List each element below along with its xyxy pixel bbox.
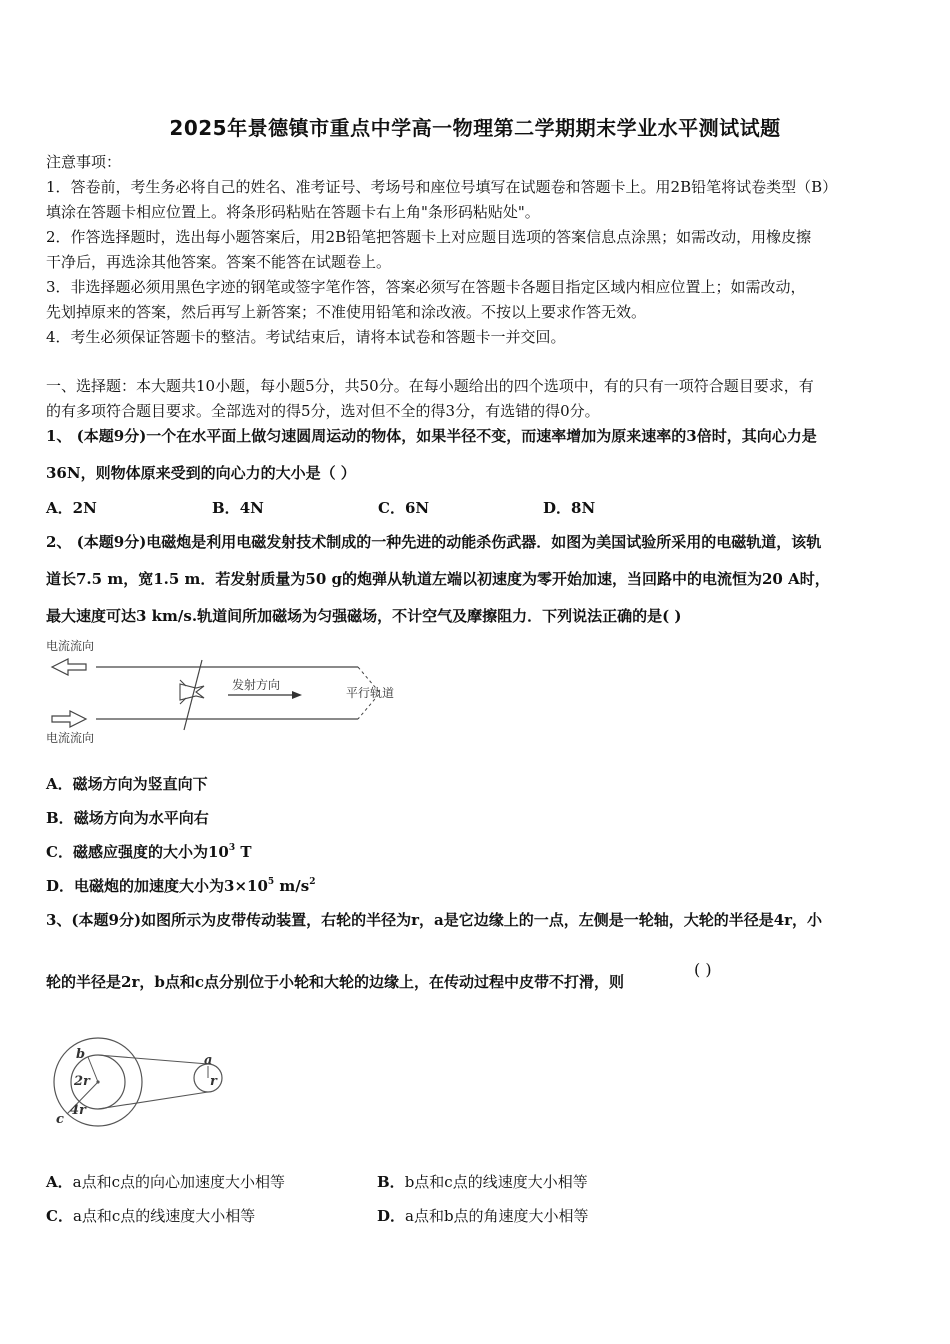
notice-line: 2．作答选择题时，选出每小题答案后，用2B铅笔把答题卡上对应题目选项的答案信息点涂黑；如需改动，用橡皮擦 xyxy=(46,228,812,246)
q2-option-c: C．磁感应强度的大小为$10^3$ T xyxy=(46,843,252,861)
label-r: r xyxy=(210,1074,217,1089)
q2-option-d: D．电磁炮的加速度大小为$3\times 10^5$ $m/s^2$ xyxy=(46,877,316,895)
question-1-text: 1、 (本题9分)一个在水平面上做匀速圆周运动的物体，如果半径不变，而速率增加为原来速率的3倍时，其向心力是 xyxy=(46,427,817,445)
question-2-text: 道长7.5 m，宽1.5 m．若发射质量为50 g的炮弹从轨道左端以初速度为零开始加速，当回路中的电流恒为20 A时， xyxy=(46,570,830,588)
section-intro: 一、选择题：本大题共10小题，每小题5分，共50分。在每小题给出的四个选项中，有的只有一项符合题目要求，有 xyxy=(46,377,814,395)
q2-option-a: A．磁场方向为竖直向下 xyxy=(46,775,208,793)
top-current-arrow xyxy=(52,659,86,675)
notice-line: 填涂在答题卡相应位置上。将条形码粘贴在答题卡右上角"条形码粘贴处"。 xyxy=(46,203,540,221)
question-2-text: 2、 (本题9分)电磁炮是利用电磁发射技术制成的一种先进的动能杀伤武器．如图为美国试验所采用的电磁轨道，该轨 xyxy=(46,533,822,551)
belt-drive-figure xyxy=(44,1028,244,1130)
top-current-label: 电流流向 xyxy=(46,639,95,653)
notice-line: 1．答卷前，考生务必将自己的姓名、准考证号、考场号和座位号填写在试题卷和答题卡上。用2B铅笔将试卷类型（B） xyxy=(46,178,838,196)
q2-option-b: B．磁场方向为水平向右 xyxy=(46,809,209,827)
label-4r: 4r xyxy=(70,1103,86,1118)
notice-heading: 注意事项： xyxy=(46,153,122,171)
notice-line: 干净后，再选涂其他答案。答案不能答在试题卷上。 xyxy=(46,253,392,271)
belt-upper xyxy=(98,1055,208,1064)
q1-option-b: B．4N xyxy=(212,499,264,517)
notice-line: 3．非选择题必须用黑色字迹的钢笔或签字笔作答，答案必须写在答题卡各题目指定区域内相应位置上；如需改动， xyxy=(46,278,806,296)
q3-option-a: A．a点和c点的向心加速度大小相等 xyxy=(46,1173,285,1191)
question-3-text: 轮的半径是2r，b点和c点分别位于小轮和大轮的边缘上，在传动过程中皮带不打滑，则 xyxy=(46,973,624,991)
q1-option-a: A．2N xyxy=(46,499,97,517)
question-3-text: 3、(本题9分)如图所示为皮带传动装置，右轮的半径为r，a是它边缘上的一点，左侧是一轮轴，大轮的半径是4r，小 xyxy=(46,911,823,929)
answer-bracket: ( ) xyxy=(694,960,712,979)
page-title: 2025年景德镇市重点中学高一物理第二学期期末学业水平测试试题 xyxy=(169,116,781,140)
q3-option-c: C．a点和c点的线速度大小相等 xyxy=(46,1207,256,1225)
bottom-current-label: 电流流向 xyxy=(46,731,95,745)
bottom-current-arrow xyxy=(52,711,86,727)
notice-line: 先划掉原来的答案，然后再写上新答案；不准使用铅笔和涂改液。不按以上要求作答无效。 xyxy=(46,303,647,321)
question-2-text: 最大速度可达3 km/s.轨道间所加磁场为匀强磁场，不计空气及摩擦阻力．下列说法正确的是( ) xyxy=(46,607,682,625)
label-c: c xyxy=(56,1112,64,1127)
q1-option-c: C．6N xyxy=(378,499,430,517)
launch-direction-label: 发射方向 xyxy=(232,678,281,692)
label-b: b xyxy=(76,1047,86,1062)
label-2r: 2r xyxy=(74,1074,90,1089)
rail-gun-figure xyxy=(40,634,420,750)
notice-line: 4．考生必须保证答题卡的整洁。考试结束后，请将本试卷和答题卡一并交回。 xyxy=(46,328,566,346)
label-a: a xyxy=(204,1053,213,1068)
rail-label: 平行轨道 xyxy=(346,686,395,700)
q3-option-b: B．b点和c点的线速度大小相等 xyxy=(377,1173,588,1191)
section-intro: 的有多项符合题目要求。全部选对的得5分，选对但不全的得3分，有选错的得0分。 xyxy=(46,402,600,420)
question-1-text: 36N，则物体原来受到的向心力的大小是（ ） xyxy=(46,464,356,482)
q3-option-d: D．a点和b点的角速度大小相等 xyxy=(377,1207,589,1225)
belt-lower xyxy=(98,1092,208,1109)
q1-option-d: D．8N xyxy=(543,499,596,517)
